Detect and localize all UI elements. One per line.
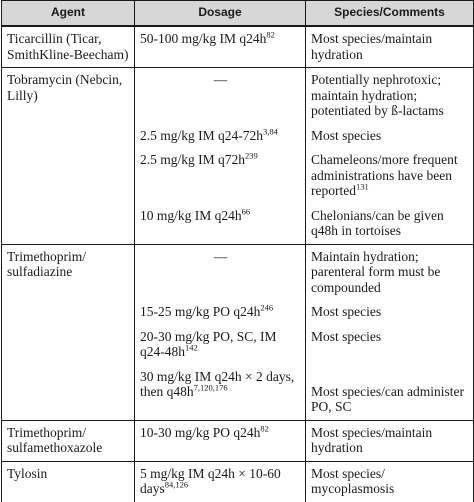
agent-cell [2,148,135,204]
dosage-cell [135,68,306,124]
comments-text: Potentially nephrotoxic; maintain hydration; potentiated by ß-lactams [311,72,444,118]
comments-text: Most species [311,127,382,143]
reference-superscript: 239 [245,150,258,161]
table-body [2,26,474,502]
agent-cell [2,365,135,421]
dosage-text: 2.5 mg/kg IM q24-72h [140,127,263,143]
dosage-text: 10-30 mg/kg PO q24h [140,424,261,440]
agent-cell [2,204,135,245]
table-row [2,148,474,204]
reference-superscript: 84,126 [164,479,189,490]
agent-cell [2,420,135,461]
agent-cell [2,300,135,325]
dosage-dash: — [213,72,228,87]
comments-text: Chelonians/can be given q48h in tortoises [311,207,444,238]
agent-name: Trimethoprim/ sulfadiazine [7,248,87,279]
agent-cell [2,26,135,68]
table-header [2,1,474,27]
agent-cell [2,461,135,502]
table-row [2,365,474,421]
table-row [2,300,474,325]
comments-cell [306,124,474,149]
dosage-cell [135,204,306,245]
comments-text: Most species/maintain hydration [311,31,433,62]
dosage-cell [135,461,306,502]
agent-name: Ticarcillin (Ticar, SmithKline-Beecham) [7,31,129,62]
header-row [2,1,474,27]
agent-column-header: Agent [2,1,135,27]
table-row [2,124,474,149]
comments-text: Most species [311,328,382,344]
dosage-cell [135,365,306,421]
dosage-cell [135,420,306,461]
comments-text: Maintain hydration; parenteral form must be compounded [311,248,441,295]
comments-cell [306,26,474,68]
table-row [2,68,474,124]
comments-column-header: Species/Comments [306,1,474,27]
reference-superscript: 66 [241,206,251,216]
dosage-cell [135,124,306,149]
table-row [2,204,474,245]
agent-name: Tylosin [7,465,48,481]
comments-cell [306,461,474,502]
comments-text: Most species [311,304,382,319]
agent-cell [2,124,135,149]
reference-superscript: 3,84 [263,126,278,136]
comments-cell [306,68,474,124]
reference-superscript: 82 [260,423,269,433]
dosage-text: 15-25 mg/kg PO q24h [140,304,261,319]
dosage-text: 30 mg/kg IM q24h × 2 days, then q48h [140,368,295,399]
reference-superscript: 246 [260,302,274,313]
dosage-text: 2.5 mg/kg IM q72h [140,152,246,167]
comments-cell [306,325,474,365]
comments-cell [306,148,474,204]
reference-superscript: 142 [185,342,198,353]
reference-superscript: 82 [266,29,275,40]
comments-cell [306,300,474,325]
table-row [2,325,474,365]
comments-cell [306,244,474,300]
table-row [2,420,474,461]
comments-cell [306,420,474,461]
comments-cell [306,204,474,245]
table-row [2,461,474,502]
table-row [2,26,474,68]
comments-text: Most species/can administer PO, SC [311,383,464,414]
comments-text: Most species/ mycoplasmosis [311,465,395,496]
dosage-cell [135,148,306,204]
agent-cell [2,244,135,300]
agent-name: Tobramycin (Nebcin, Lilly) [7,72,123,103]
dosage-cell [135,26,306,68]
dosage-cell [135,325,306,365]
drug-dosage-table [1,0,474,502]
dosage-text: 20-30 mg/kg PO, SC, IM q24-48h [140,328,277,359]
comments-cell [306,365,474,421]
reference-superscript: 131 [355,181,369,192]
dosage-dash: — [213,248,228,264]
comments-text: Chameleons/more frequent administrations have been reported [311,152,458,198]
dosage-text: 5 mg/kg IM q24h × 10-60 days [140,465,281,496]
comments-text: Most species/maintain hydration [311,424,433,455]
agent-name: Trimethoprim/ sulfamethoxazole [7,424,103,455]
reference-superscript: 7,120,176 [193,382,228,393]
dosage-cell [135,300,306,325]
dosage-text: 50-100 mg/kg IM q24h [140,31,267,46]
table-row [2,244,474,300]
agent-cell [2,325,135,365]
dosage-text: 10 mg/kg IM q24h [140,207,242,223]
dosage-cell [135,244,306,300]
dosage-column-header: Dosage [135,1,306,27]
agent-cell [2,68,135,124]
